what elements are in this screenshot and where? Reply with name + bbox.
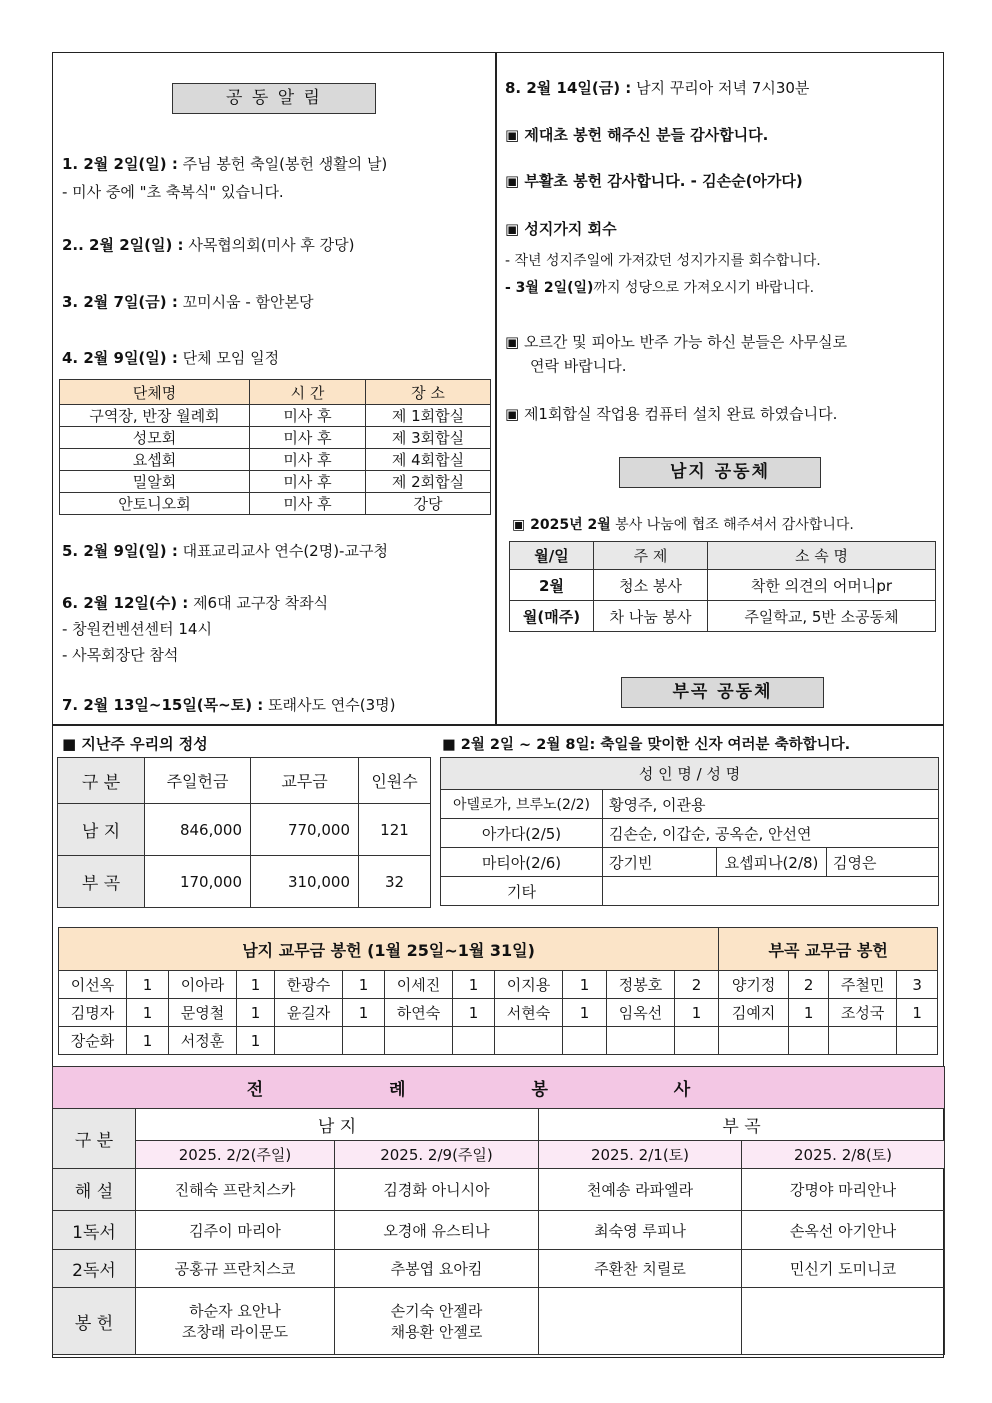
table-cell: 오경애 유스티나: [335, 1211, 539, 1250]
liturgy-namji: 남 지: [136, 1109, 539, 1141]
donor-name: 윤길자: [275, 999, 343, 1027]
notice-palm-sub: - 작년 성지주일에 가져갔던 성지가지를 회수합니다.: [505, 253, 821, 269]
donor-name: [607, 1027, 675, 1055]
table-cell: 제 3회합실: [366, 427, 491, 449]
table-cell: 최숙영 루피나: [539, 1211, 742, 1250]
notice-item-6: 6. 2월 12일(수) : 제6대 교구장 착좌식: [62, 594, 329, 612]
offering-header: 구 분: [58, 758, 145, 804]
donor-count: 1: [127, 971, 169, 999]
table-cell: 차 나눔 봉사: [594, 601, 708, 632]
dues-table: [58, 927, 938, 1055]
table-cell: 제 4회합실: [366, 449, 491, 471]
table-cell: 성모회: [60, 427, 250, 449]
donor-count: 1: [237, 971, 275, 999]
table-cell: 미사 후: [250, 471, 366, 493]
service-thanks: ▣ 2025년 2월 봉사 나눔에 협조 해주셔서 감사합니다.: [512, 517, 854, 533]
table-cell: 미사 후: [250, 427, 366, 449]
table-cell: 미사 후: [250, 405, 366, 427]
service-header: 월/일: [510, 542, 594, 570]
table-cell: 손기숙 안젤라 채용환 안젤로: [335, 1288, 539, 1355]
service-header: 주 제: [594, 542, 708, 570]
donor-count: 3: [897, 971, 938, 999]
table-cell: 121: [359, 804, 431, 856]
donor-count: [563, 1027, 607, 1055]
donor-name: 조성국: [829, 999, 897, 1027]
donor-name: [385, 1027, 453, 1055]
donor-count: [789, 1027, 829, 1055]
liturgy-table: [52, 1066, 945, 1355]
table-cell: 주일학교, 5반 소공동체: [708, 601, 936, 632]
table-cell: 32: [359, 856, 431, 908]
donor-name: 김예지: [719, 999, 789, 1027]
notice-item-7: 7. 2월 13일~15일(목~토) : 또래사도 연수(3명): [62, 696, 396, 714]
donor-count: 1: [237, 1027, 275, 1055]
liturgy-bugok: 부 곡: [539, 1109, 945, 1141]
donor-name: 주철민: [829, 971, 897, 999]
liturgy-title: 전 례 봉 사: [53, 1067, 945, 1109]
liturgy-category: 구 분: [53, 1109, 136, 1169]
donor-count: 1: [127, 999, 169, 1027]
table-cell: 황영주, 이관용: [603, 790, 939, 819]
notice-item-1: 1. 2월 2일(일) : 주님 봉헌 축일(봉헌 생활의 날): [62, 155, 388, 173]
table-cell: 강명야 마리안나: [742, 1169, 945, 1211]
offering-row-label: 남 지: [58, 804, 145, 856]
meeting-header: 단체명: [60, 380, 250, 405]
table-cell: 846,000: [145, 804, 251, 856]
table-cell: 김영은: [827, 848, 939, 877]
table-cell: 강당: [366, 493, 491, 515]
donor-count: 2: [789, 971, 829, 999]
table-cell: 요셉피나(2/8): [717, 848, 827, 877]
table-cell: 아델로가, 브루노(2/2): [441, 790, 603, 819]
notice-organ: ▣ 오르간 및 피아노 반주 가능 하신 분들은 사무실로: [505, 333, 848, 351]
liturgy-date: 2025. 2/1(토): [539, 1141, 742, 1169]
liturgy-row-label: 1독서: [53, 1211, 136, 1250]
feast-table: [440, 757, 939, 906]
donor-count: [675, 1027, 719, 1055]
notice-item-5: 5. 2월 9일(일) : 대표교리교사 연수(2명)-교구청: [62, 542, 388, 560]
notice-item-4: 4. 2월 9일(일) : 단체 모임 일정: [62, 349, 280, 367]
donor-name: 문영철: [169, 999, 237, 1027]
table-cell: 천예송 라파엘라: [539, 1169, 742, 1211]
offering-header: 주일헌금: [145, 758, 251, 804]
notice-easter-candle: ▣ 부활초 봉헌 감사합니다. - 김손순(아가다): [505, 172, 803, 190]
dues-namji-title: 남지 교무금 봉헌 (1월 25일~1월 31일): [59, 928, 719, 971]
table-cell: 170,000: [145, 856, 251, 908]
notice-organ-cont: 연락 바랍니다.: [530, 357, 627, 375]
offering-title: ■ 지난주 우리의 정성: [62, 735, 208, 753]
donor-count: 1: [343, 999, 385, 1027]
donor-count: [897, 1027, 938, 1055]
table-row: [59, 1027, 938, 1055]
notice-item-1-sub: - 미사 중에 "초 축복식" 있습니다.: [62, 183, 284, 201]
service-table: [509, 541, 936, 632]
table-cell: 770,000: [251, 804, 359, 856]
table-cell: [742, 1288, 945, 1355]
donor-name: 이아라: [169, 971, 237, 999]
table-cell: 미사 후: [250, 449, 366, 471]
donor-name: 한광수: [275, 971, 343, 999]
liturgy-date: 2025. 2/8(토): [742, 1141, 945, 1169]
notice-palm-sub: - 3월 2일(일)까지 성당으로 가져오시기 바랍니다.: [505, 280, 815, 296]
namji-community-title: 남지 공동체: [619, 457, 821, 488]
notice-item-2: 2.. 2월 2일(일) : 사목협의회(미사 후 강당): [62, 236, 355, 254]
donor-name: [275, 1027, 343, 1055]
table-cell: 강기빈: [603, 848, 717, 877]
donor-count: 1: [897, 999, 938, 1027]
table-cell: 추봉엽 요아킴: [335, 1250, 539, 1288]
notice-palm-return: ▣ 성지가지 회수: [505, 220, 617, 238]
meeting-header: 시 간: [250, 380, 366, 405]
table-cell: 청소 봉사: [594, 570, 708, 601]
offering-header: 인원수: [359, 758, 431, 804]
table-cell: 진해숙 프란치스카: [136, 1169, 335, 1211]
table-row: [59, 999, 938, 1027]
donor-count: 1: [343, 971, 385, 999]
table-cell: 주환찬 치릴로: [539, 1250, 742, 1288]
donor-count: 1: [453, 971, 495, 999]
table-cell: 2월: [510, 570, 594, 601]
donor-name: 장순화: [59, 1027, 127, 1055]
donor-count: 1: [789, 999, 829, 1027]
notice-title: 공 동 알 림: [172, 83, 376, 114]
donor-count: [453, 1027, 495, 1055]
donor-count: 1: [675, 999, 719, 1027]
notice-item-3: 3. 2월 7일(금) : 꼬미시움 - 함안본당: [62, 293, 314, 311]
liturgy-row-label: 2독서: [53, 1250, 136, 1288]
table-cell: 안토니오회: [60, 493, 250, 515]
section-divider: [52, 724, 944, 726]
bugok-community-title: 부곡 공동체: [621, 677, 824, 708]
dues-bugok-title: 부곡 교무금 봉헌: [719, 928, 938, 971]
donor-name: 서정훈: [169, 1027, 237, 1055]
donor-count: 1: [563, 971, 607, 999]
table-cell: 김주이 마리아: [136, 1211, 335, 1250]
donor-name: 임옥선: [607, 999, 675, 1027]
donor-name: 이세진: [385, 971, 453, 999]
table-cell: 손옥선 아기안나: [742, 1211, 945, 1250]
table-cell: 아가다(2/5): [441, 819, 603, 848]
table-cell: 밀알회: [60, 471, 250, 493]
donor-count: 2: [675, 971, 719, 999]
donor-name: 서현숙: [495, 999, 563, 1027]
donor-name: 이지용: [495, 971, 563, 999]
table-cell: 기타: [441, 877, 603, 906]
table-cell: 310,000: [251, 856, 359, 908]
table-cell: 제 2회합실: [366, 471, 491, 493]
donor-name: 정봉호: [607, 971, 675, 999]
table-cell: 민신기 도미니코: [742, 1250, 945, 1288]
meeting-table: [59, 379, 491, 515]
table-cell: 월(매주): [510, 601, 594, 632]
column-divider: [495, 52, 497, 724]
donor-name: 하연숙: [385, 999, 453, 1027]
table-cell: 김경화 아니시아: [335, 1169, 539, 1211]
donor-count: 1: [237, 999, 275, 1027]
table-cell: [539, 1288, 742, 1355]
offering-row-label: 부 곡: [58, 856, 145, 908]
donor-name: [495, 1027, 563, 1055]
table-cell: 구역장, 반장 월례회: [60, 405, 250, 427]
feast-title: ■ 2월 2일 ~ 2월 8일: 축일을 맞이한 신자 여러분 축하합니다.: [442, 737, 851, 753]
donor-name: [829, 1027, 897, 1055]
table-cell: 착한 의견의 어머니pr: [708, 570, 936, 601]
table-cell: 마티아(2/6): [441, 848, 603, 877]
offering-header: 교무금: [251, 758, 359, 804]
donor-count: 1: [453, 999, 495, 1027]
notice-computer: ▣ 제1회합실 작업용 컴퓨터 설치 완료 하였습니다.: [505, 405, 838, 423]
feast-header: 성 인 명 / 성 명: [441, 758, 939, 790]
table-cell: 김손순, 이갑순, 공옥순, 안선연: [603, 819, 939, 848]
table-row: [59, 971, 938, 999]
service-header: 소 속 명: [708, 542, 936, 570]
notice-item-8: 8. 2월 14일(금) : 남지 꾸리아 저녁 7시30분: [505, 79, 810, 97]
table-cell: [603, 877, 939, 906]
donor-name: 양기정: [719, 971, 789, 999]
donor-name: 김명자: [59, 999, 127, 1027]
table-cell: 하순자 요안나 조창래 라이문도: [136, 1288, 335, 1355]
liturgy-date: 2025. 2/9(주일): [335, 1141, 539, 1169]
liturgy-row-label: 해 설: [53, 1169, 136, 1211]
donor-count: 1: [127, 1027, 169, 1055]
table-cell: 공홍규 프란치스코: [136, 1250, 335, 1288]
table-cell: 요셉회: [60, 449, 250, 471]
notice-item-6-sub: - 사목회장단 참석: [62, 646, 179, 664]
donor-name: 이선옥: [59, 971, 127, 999]
liturgy-date: 2025. 2/2(주일): [136, 1141, 335, 1169]
table-cell: 미사 후: [250, 493, 366, 515]
table-cell: 제 1회합실: [366, 405, 491, 427]
meeting-header: 장 소: [366, 380, 491, 405]
offering-table: [57, 757, 431, 908]
donor-name: [719, 1027, 789, 1055]
notice-item-6-sub: - 창원컨벤션센터 14시: [62, 620, 212, 638]
donor-count: [343, 1027, 385, 1055]
donor-count: 1: [563, 999, 607, 1027]
notice-candle-thanks: ▣ 제대초 봉헌 해주신 분들 감사합니다.: [505, 126, 769, 144]
liturgy-row-label: 봉 헌: [53, 1288, 136, 1355]
